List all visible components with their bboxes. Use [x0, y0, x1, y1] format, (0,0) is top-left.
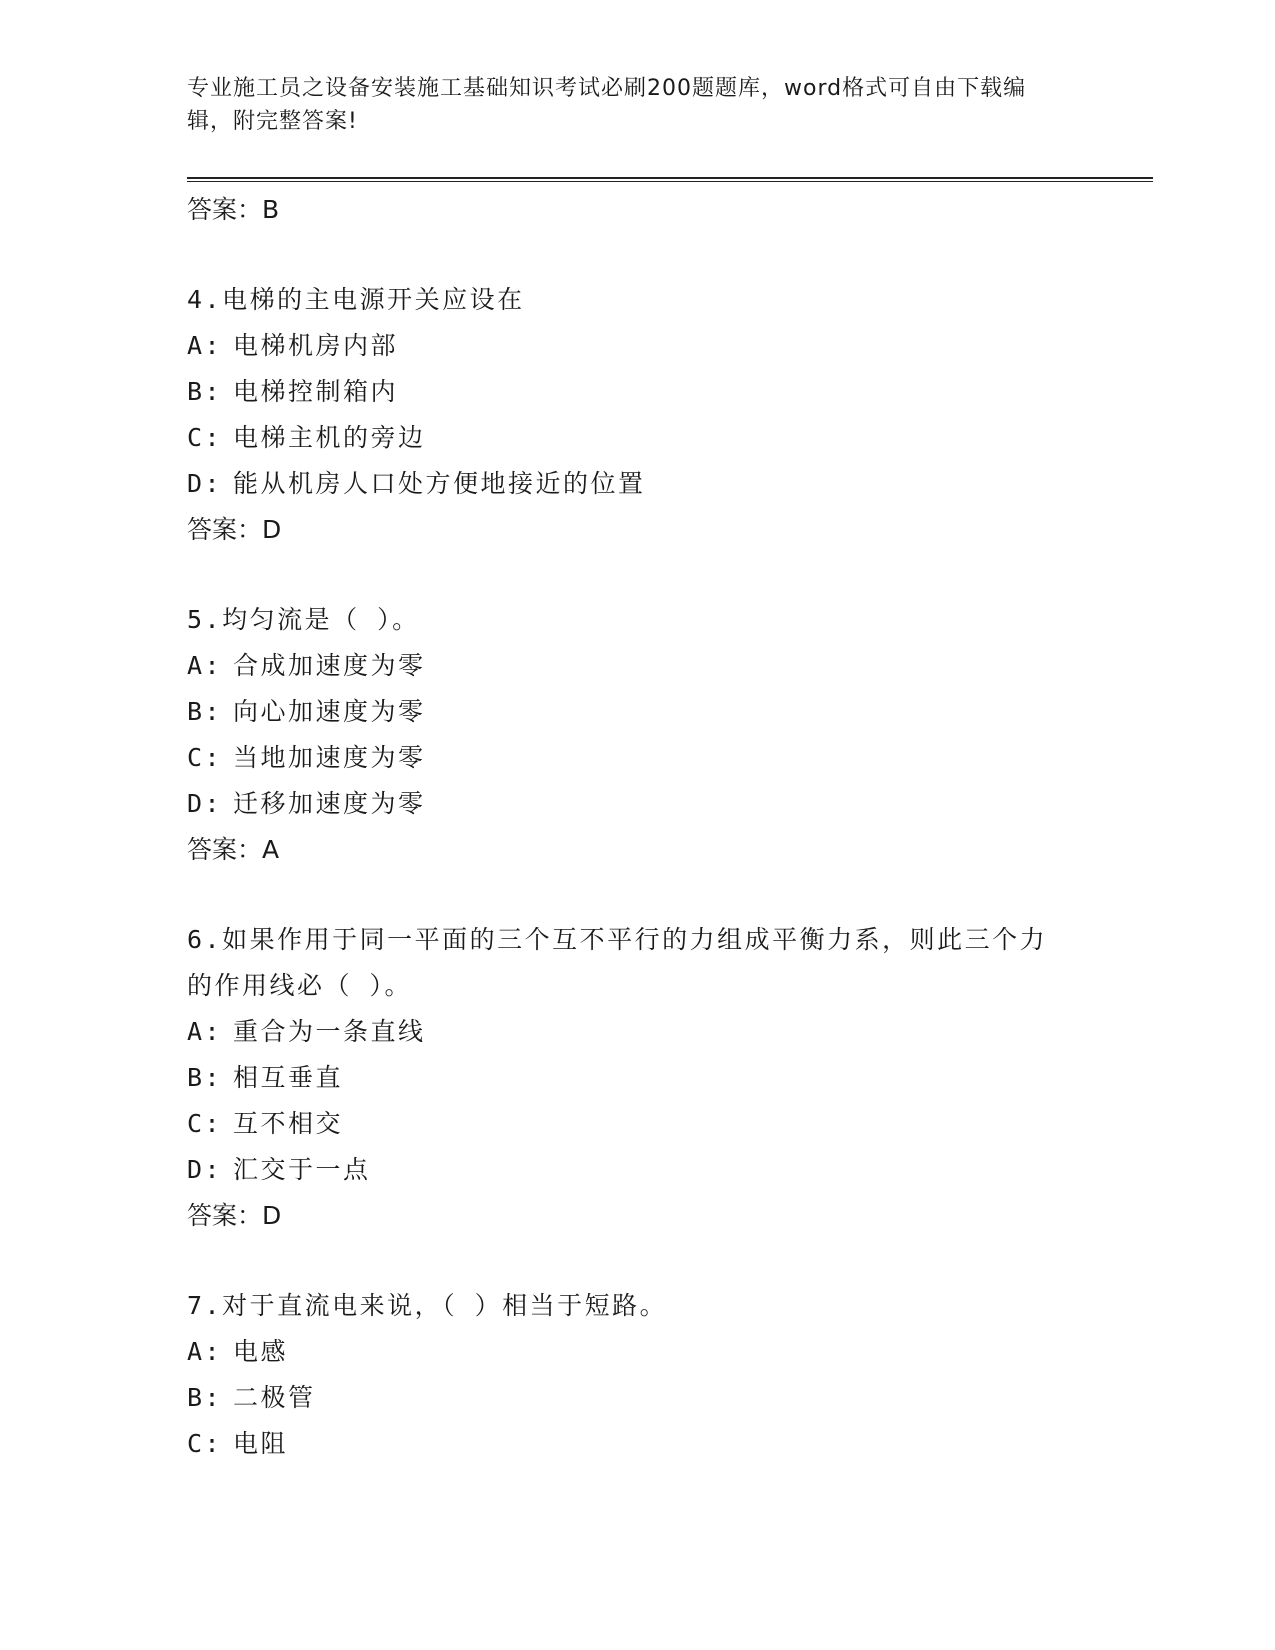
- option-d: [187, 781, 1067, 827]
- question-4: [187, 277, 1067, 553]
- option-label: B:: [187, 377, 223, 406]
- option-label: A:: [187, 651, 223, 680]
- option-text: 汇交于一点: [233, 1155, 371, 1184]
- question-text: 4.电梯的主电源开关应设在: [187, 285, 525, 314]
- option-label: A:: [187, 331, 223, 360]
- option-text: 电感: [233, 1337, 289, 1366]
- answer-line: 答案：D: [187, 1201, 282, 1230]
- option-text: 电阻: [233, 1429, 289, 1458]
- answer-line: 答案：B: [187, 195, 280, 224]
- option-label: C:: [187, 1429, 223, 1458]
- option-text: 合成加速度为零: [233, 651, 426, 680]
- question-text: 6.如果作用于同一平面的三个互不平行的力组成平衡力系，则此三个力的作用线必（ ）。: [187, 925, 1048, 1000]
- option-c: [187, 735, 1067, 781]
- option-c: [187, 1421, 1067, 1467]
- option-text: 能从机房人口处方便地接近的位置: [233, 469, 646, 498]
- option-text: 迁移加速度为零: [233, 789, 426, 818]
- option-c: [187, 1101, 1067, 1147]
- option-label: C:: [187, 423, 223, 452]
- question-list: [187, 187, 1067, 1467]
- option-text: 当地加速度为零: [233, 743, 426, 772]
- header-title: 专业施工员之设备安装施工基础知识考试必刷200题题库，word格式可自由下载编辑，附完整答案!: [187, 76, 1027, 134]
- option-label: C:: [187, 1109, 223, 1138]
- option-a: [187, 643, 1067, 689]
- option-text: 电梯主机的旁边: [233, 423, 426, 452]
- header-rule-thick: [187, 177, 1153, 179]
- option-text: 重合为一条直线: [233, 1017, 426, 1046]
- question-5: [187, 597, 1067, 873]
- option-d: [187, 1147, 1067, 1193]
- option-label: B:: [187, 1383, 223, 1412]
- document-header: [187, 72, 1067, 138]
- option-c: [187, 415, 1067, 461]
- option-a: [187, 1329, 1067, 1375]
- option-d: [187, 461, 1067, 507]
- option-text: 电梯机房内部: [233, 331, 399, 360]
- question-6: [187, 917, 1067, 1239]
- option-label: A:: [187, 1017, 223, 1046]
- option-label: B:: [187, 697, 223, 726]
- option-text: 互不相交: [233, 1109, 344, 1138]
- option-b: [187, 1375, 1067, 1421]
- option-b: [187, 1055, 1067, 1101]
- answer-line: 答案：A: [187, 835, 280, 864]
- option-label: D:: [187, 469, 223, 498]
- option-b: [187, 369, 1067, 415]
- option-label: D:: [187, 789, 223, 818]
- option-label: B:: [187, 1063, 223, 1092]
- option-label: A:: [187, 1337, 223, 1366]
- question-text: 7.对于直流电来说，（ ）相当于短路。: [187, 1291, 668, 1320]
- option-label: C:: [187, 743, 223, 772]
- header-rule-thin: [187, 181, 1153, 182]
- option-text: 二极管: [233, 1383, 316, 1412]
- option-a: [187, 323, 1067, 369]
- question-text: 5.均匀流是（ ）。: [187, 605, 420, 634]
- option-a: [187, 1009, 1067, 1055]
- option-label: D:: [187, 1155, 223, 1184]
- option-text: 向心加速度为零: [233, 697, 426, 726]
- option-text: 电梯控制箱内: [233, 377, 399, 406]
- option-b: [187, 689, 1067, 735]
- question-7: [187, 1283, 1067, 1467]
- option-text: 相互垂直: [233, 1063, 344, 1092]
- answer-line: 答案：D: [187, 515, 282, 544]
